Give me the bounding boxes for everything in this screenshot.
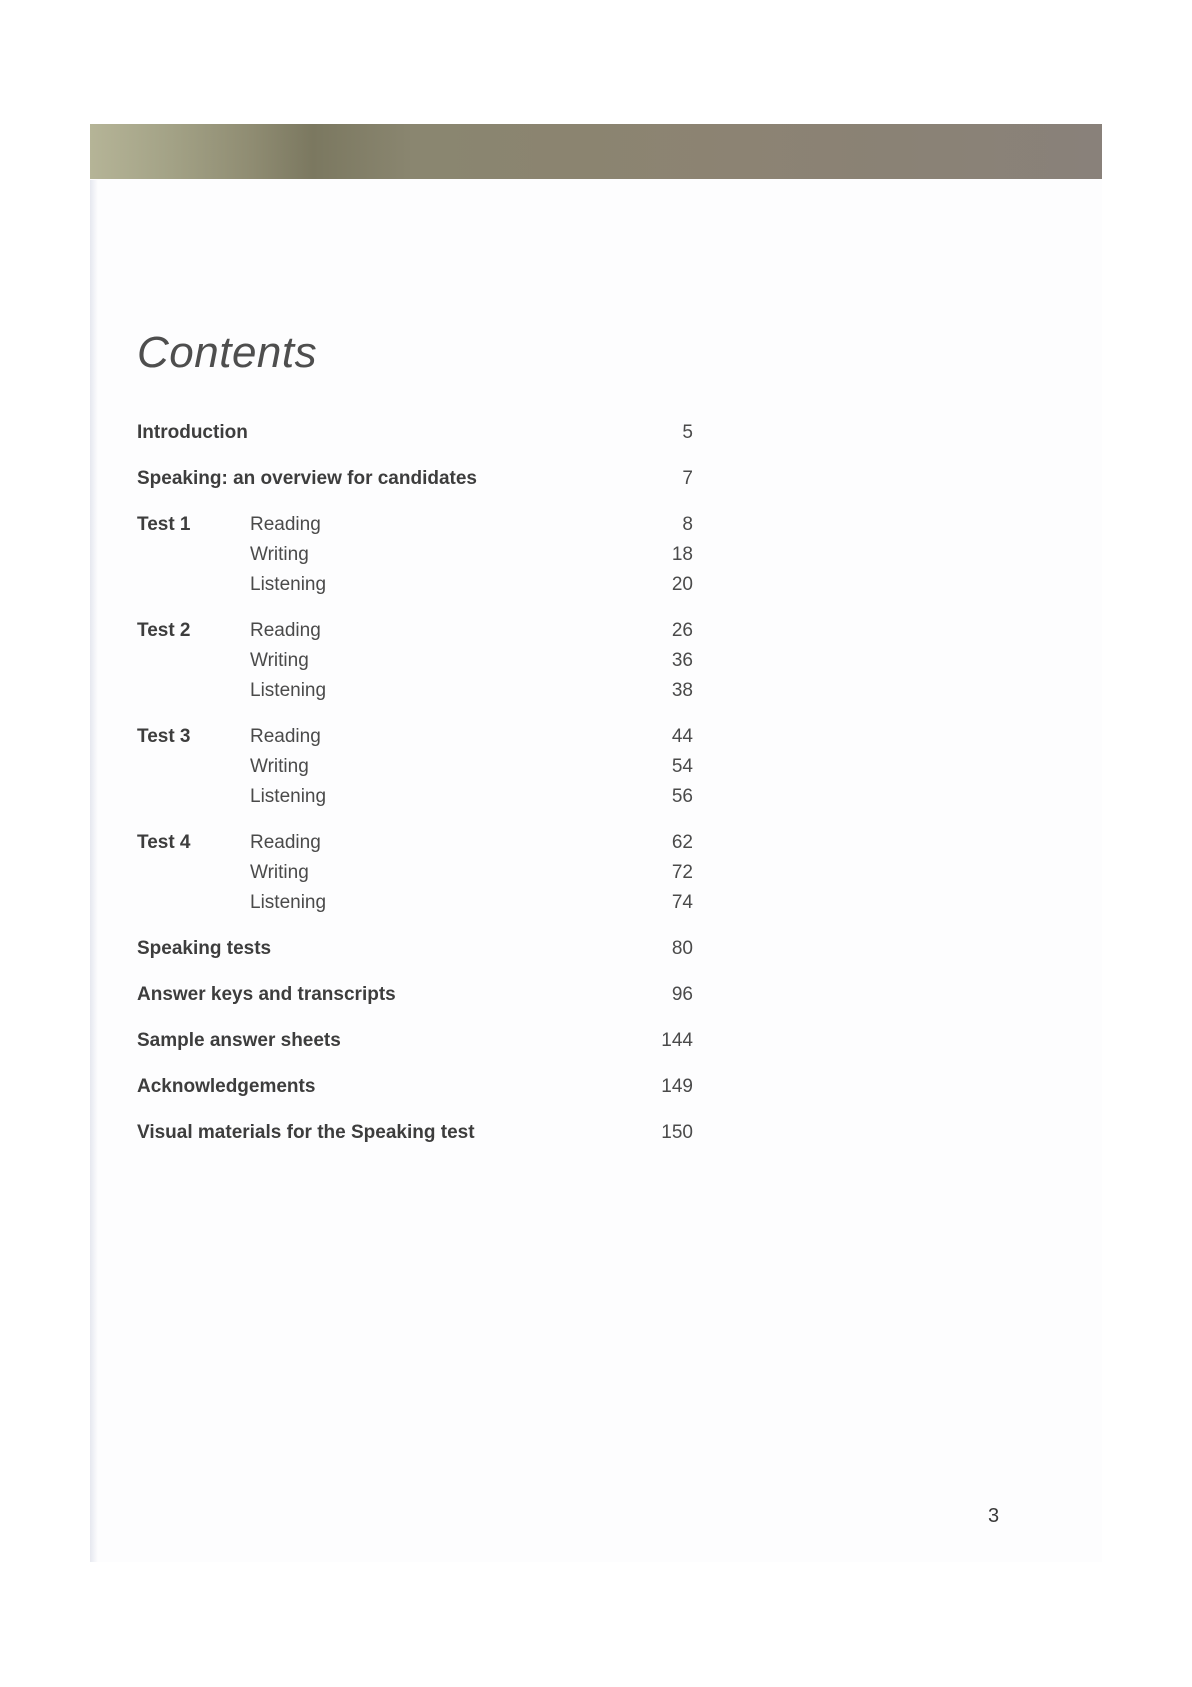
toc-section-label: Reading	[250, 514, 321, 535]
toc-test-1-listening[interactable]	[137, 570, 693, 600]
toc-test-label: Test 2	[137, 620, 191, 641]
toc-entry-label: Answer keys and transcripts	[137, 984, 396, 1005]
toc-section-label: Reading	[250, 620, 321, 641]
toc-entry-page: 56	[671, 786, 693, 807]
toc-test-2-reading[interactable]	[137, 616, 693, 646]
toc-entry-sample-answer-sheets[interactable]	[137, 1026, 693, 1056]
toc-entry-visual-materials[interactable]	[137, 1118, 693, 1148]
toc-entry-label: Speaking tests	[137, 938, 272, 959]
toc-entry-page: 26	[671, 620, 693, 641]
toc-section-label: Writing	[250, 756, 309, 777]
toc-entry-page: 44	[671, 726, 693, 747]
page-number: 3	[988, 1505, 1000, 1527]
toc-entry-page: 149	[661, 1076, 693, 1097]
toc-entry-label: Introduction	[137, 422, 248, 443]
toc-entry-page: 72	[671, 862, 693, 883]
page-title: Contents	[137, 328, 318, 377]
toc-entry-page: 38	[671, 680, 693, 701]
toc-entry-page: 144	[661, 1030, 693, 1051]
toc-test-3-reading[interactable]	[137, 722, 693, 752]
toc-test-2-writing[interactable]	[137, 646, 693, 676]
toc-entry-label: Acknowledgements	[137, 1076, 316, 1097]
toc-entry-page: 36	[671, 650, 693, 671]
toc-entry-page: 80	[671, 938, 693, 959]
toc-section-label: Listening	[250, 892, 327, 913]
toc-test-3-writing[interactable]	[137, 752, 693, 782]
toc-section-label: Listening	[250, 680, 327, 701]
toc-section-label: Reading	[250, 726, 321, 747]
toc-entry-page: 54	[671, 756, 693, 777]
toc-entry-label: Visual materials for the Speaking test	[137, 1122, 475, 1143]
toc-entry-label: Speaking: an overview for candidates	[137, 468, 477, 489]
toc-entry-page: 8	[682, 514, 693, 535]
toc-test-label: Test 4	[137, 832, 191, 853]
toc-entry-answer-keys[interactable]	[137, 980, 693, 1010]
toc-entry-page: 18	[671, 544, 693, 565]
toc-test-label: Test 3	[137, 726, 191, 747]
toc-entry-page: 5	[682, 422, 693, 443]
toc-entry-acknowledgements[interactable]	[137, 1072, 693, 1102]
toc-test-4-listening[interactable]	[137, 888, 693, 918]
toc-entry-speaking-tests[interactable]	[137, 934, 693, 964]
toc-entry-page: 7	[682, 468, 693, 489]
toc-test-3-listening[interactable]	[137, 782, 693, 812]
toc-test-4-reading[interactable]	[137, 828, 693, 858]
toc-section-label: Writing	[250, 650, 309, 671]
page-edge-shadow	[90, 180, 98, 1562]
toc-entry-introduction[interactable]	[137, 418, 693, 448]
toc-entry-page: 96	[671, 984, 693, 1005]
toc-section-label: Reading	[250, 832, 321, 853]
toc-section-label: Listening	[250, 786, 327, 807]
toc-entry-page: 150	[661, 1122, 693, 1143]
toc-entry-speaking-overview[interactable]	[137, 464, 693, 494]
toc-entry-page: 62	[671, 832, 693, 853]
toc-entry-page: 20	[671, 574, 693, 595]
toc-section-label: Listening	[250, 574, 327, 595]
toc-entry-page: 74	[671, 892, 693, 913]
header-band	[90, 124, 1102, 179]
toc-section-label: Writing	[250, 862, 309, 883]
toc-test-2-listening[interactable]	[137, 676, 693, 706]
toc-entry-label: Sample answer sheets	[137, 1030, 341, 1051]
toc-test-1-reading[interactable]	[137, 510, 693, 540]
table-of-contents	[137, 418, 693, 1148]
toc-test-label: Test 1	[137, 514, 191, 535]
toc-section-label: Writing	[250, 544, 309, 565]
toc-test-1-writing[interactable]	[137, 540, 693, 570]
toc-test-4-writing[interactable]	[137, 858, 693, 888]
